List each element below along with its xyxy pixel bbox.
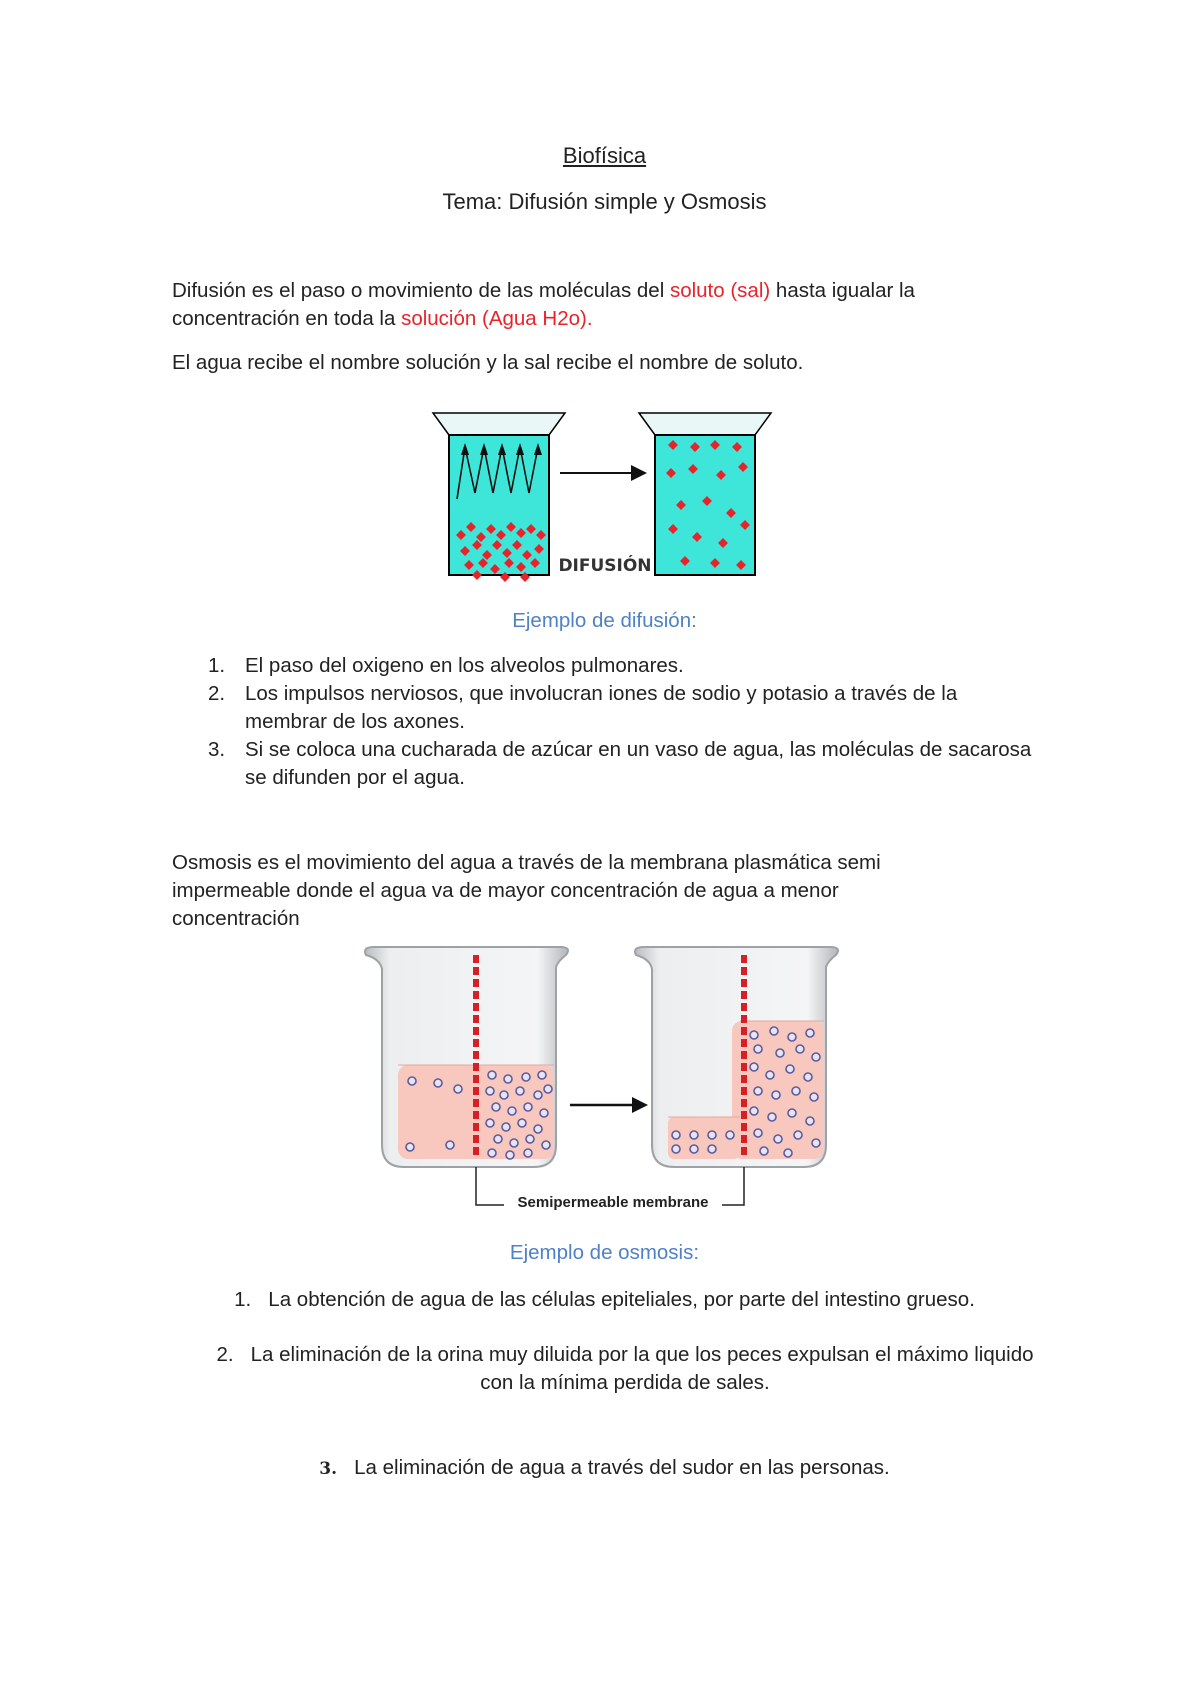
list-number: 2. (208, 682, 226, 705)
membrane-segment (473, 1027, 479, 1035)
solute-molecule (772, 1091, 780, 1099)
solute-molecule (510, 1139, 518, 1147)
membrane-segment (473, 1075, 479, 1083)
osmosis-diagram (360, 945, 850, 1215)
solute-molecule (454, 1085, 462, 1093)
solute-molecule (524, 1103, 532, 1111)
solute-molecule (708, 1145, 716, 1153)
solute-molecule (526, 1135, 534, 1143)
membrane-segment (741, 1039, 747, 1047)
solute-molecule (788, 1033, 796, 1041)
difusion-examples-list (205, 652, 1035, 792)
membrane-segment (473, 967, 479, 975)
solute-molecule (542, 1141, 550, 1149)
beaker-before-osmosis (365, 947, 568, 1167)
difusion-definition (172, 277, 1032, 333)
membrane-segment (473, 955, 479, 963)
membrane-segment (473, 1135, 479, 1143)
solute-molecule (488, 1071, 496, 1079)
solute-molecule (544, 1085, 552, 1093)
beaker-after-osmosis (635, 947, 838, 1167)
solute-molecule (788, 1109, 796, 1117)
solute-molecule (690, 1131, 698, 1139)
soluto-highlight: soluto (sal) (669, 279, 771, 302)
solute-molecule (750, 1063, 758, 1071)
semipermeable-membrane-right (741, 955, 747, 1155)
solute-molecule (750, 1107, 758, 1115)
list-number: 1. (208, 654, 226, 677)
membrane-label: Semipermeable membrane (504, 1194, 722, 1211)
membrane-segment (741, 1063, 747, 1071)
solute-molecule (540, 1109, 548, 1117)
solute-molecule (806, 1029, 814, 1037)
diffusion-caption: DIFUSIÓN (558, 556, 652, 576)
solute-molecule (446, 1141, 454, 1149)
membrane-segment (741, 955, 747, 963)
solute-molecule (754, 1045, 762, 1053)
solute-molecule (672, 1145, 680, 1153)
diffusion-arrow (560, 465, 647, 481)
solute-molecule (776, 1049, 784, 1057)
solute-molecule (486, 1119, 494, 1127)
solute-molecule (488, 1149, 496, 1157)
solute-molecule (792, 1087, 800, 1095)
document-subtitle: Tema: Difusión simple y Osmosis (442, 189, 767, 214)
solute-molecule (672, 1131, 680, 1139)
solute-molecule (502, 1123, 510, 1131)
agua-sal-sentence: El agua recibe el nombre solución y la sal recibe el nombre de soluto. (172, 351, 804, 374)
membrane-segment (473, 1111, 479, 1119)
list-item (205, 736, 1035, 792)
solute-molecule (500, 1091, 508, 1099)
membrane-segment (741, 967, 747, 975)
list-number: 3. (319, 1459, 338, 1479)
list-text: El paso del oxigeno en los alveolos pulmonares. (245, 654, 684, 677)
solute-molecule (794, 1131, 802, 1139)
list-item (205, 680, 1035, 736)
list-number: 2. (216, 1343, 234, 1366)
solute-molecule (804, 1073, 812, 1081)
list-item (0, 1286, 1200, 1314)
membrane-segment (473, 979, 479, 987)
solute-molecule (690, 1145, 698, 1153)
membrane-segment (741, 991, 747, 999)
list-text: Los impulsos nerviosos, que involucran iones de sodio y potasio a través de la membrar de los axones. (245, 682, 958, 733)
membrane-segment (741, 1087, 747, 1095)
list-item (0, 1454, 1200, 1483)
ejemplo-osmosis-heading: Ejemplo de osmosis: (509, 1241, 700, 1264)
membrane-segment (741, 979, 747, 987)
difusion-def-text-1: Difusión es el paso o movimiento de las moléculas del (172, 279, 670, 302)
solute-molecule (434, 1079, 442, 1087)
list-item (205, 652, 1035, 680)
solute-molecule (812, 1053, 820, 1061)
ejemplo-difusion-heading: Ejemplo de difusión: (512, 609, 697, 632)
solute-molecule (766, 1071, 774, 1079)
membrane-segment (741, 1123, 747, 1131)
membrane-segment (473, 991, 479, 999)
membrane-segment (741, 1111, 747, 1119)
membrane-segment (473, 1051, 479, 1059)
list-text: La eliminación de la orina muy diluida por la que los peces expulsan el máximo liquido con la mínima perdida de sales. (250, 1343, 1034, 1394)
solute-molecule (506, 1151, 514, 1159)
membrane-segment (473, 1039, 479, 1047)
membrane-segment (473, 1099, 479, 1107)
list-number: 1. (234, 1288, 252, 1311)
solute-molecule (492, 1103, 500, 1111)
membrane-segment (741, 1003, 747, 1011)
solute-molecule (534, 1091, 542, 1099)
membrane-segment (473, 1003, 479, 1011)
membrane-segment (741, 1147, 747, 1155)
solute-molecule (708, 1131, 716, 1139)
membrane-segment (473, 1147, 479, 1155)
list-text: La obtención de agua de las células epiteliales, por parte del intestino grueso. (268, 1288, 975, 1311)
membrane-segment (741, 1051, 747, 1059)
solute-molecule (494, 1135, 502, 1143)
solute-molecule (812, 1139, 820, 1147)
solute-molecule (784, 1149, 792, 1157)
solute-molecule (486, 1087, 494, 1095)
membrane-segment (473, 1015, 479, 1023)
membrane-segment (741, 1075, 747, 1083)
solute-molecule (754, 1087, 762, 1095)
solute-molecule (504, 1075, 512, 1083)
solute-molecule (534, 1125, 542, 1133)
solute-molecule (806, 1117, 814, 1125)
solute-molecule (796, 1045, 804, 1053)
solute-molecule (810, 1093, 818, 1101)
solute-molecule (750, 1031, 758, 1039)
solute-molecule (538, 1071, 546, 1079)
list-number: 3. (208, 738, 226, 761)
membrane-segment (741, 1015, 747, 1023)
solute-molecule (508, 1107, 516, 1115)
list-text: La eliminación de agua a través del sudor en las personas. (354, 1456, 890, 1479)
document-title: Biofísica (562, 143, 647, 168)
membrane-segment (473, 1087, 479, 1095)
osmosis-definition: Osmosis es el movimiento del agua a través de la membrana plasmática semi impermeable donde el agua va de mayor concentración de agua a menor concentración (172, 851, 881, 930)
membrane-segment (741, 1135, 747, 1143)
membrane-segment (473, 1123, 479, 1131)
solute-molecule (768, 1113, 776, 1121)
solute-molecule (754, 1129, 762, 1137)
solute-molecule (518, 1119, 526, 1127)
membrane-segment (741, 1099, 747, 1107)
membrane-segment (473, 1063, 479, 1071)
list-text: Si se coloca una cucharada de azúcar en un vaso de agua, las moléculas de sacarosa se difunden por el agua. (245, 738, 1032, 789)
list-item (210, 1341, 1040, 1397)
solute-molecule (726, 1131, 734, 1139)
semipermeable-membrane-left (473, 955, 479, 1155)
solute-molecule (760, 1147, 768, 1155)
solute-molecule (786, 1065, 794, 1073)
solute-molecule (770, 1027, 778, 1035)
solute-molecule (406, 1143, 414, 1151)
beaker-after-diffusion (639, 413, 771, 575)
solute-molecule (522, 1073, 530, 1081)
solute-molecule (524, 1149, 532, 1157)
solucion-highlight: solución (Agua H2o). (401, 307, 593, 330)
membrane-segment (741, 1027, 747, 1035)
solute-molecule (516, 1087, 524, 1095)
osmosis-arrow (570, 1097, 648, 1113)
solute-molecule (774, 1135, 782, 1143)
solute-molecule (408, 1077, 416, 1085)
difusion-def-text-2: hasta igualar la concentración en toda la (172, 279, 915, 330)
